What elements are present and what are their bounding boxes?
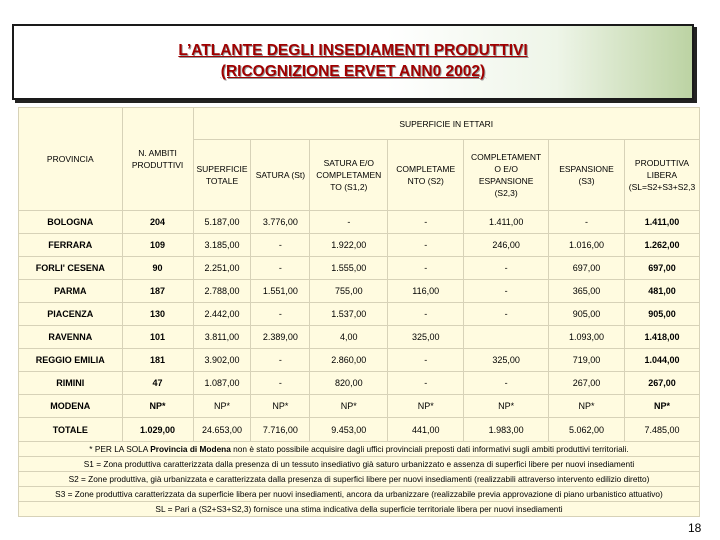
cell-total-satura: 7.716,00 xyxy=(251,418,310,442)
cell-total-totale: 24.653,00 xyxy=(193,418,251,442)
cell-satura-compl: 820,00 xyxy=(310,372,388,395)
header-satura-eo-l2: COMPLETAMEN xyxy=(316,170,382,180)
note-modena-prefix: * PER LA SOLA xyxy=(89,444,151,454)
cell-libera: 481,00 xyxy=(624,280,699,303)
cell-ambiti: NP* xyxy=(122,395,193,418)
cell-totale: 1.087,00 xyxy=(193,372,251,395)
cell-espansione: 1.016,00 xyxy=(549,234,625,257)
header-completamento-l1: COMPLETAME xyxy=(396,164,456,174)
cell-satura: NP* xyxy=(251,395,310,418)
note-s2: S2 = Zone produttiva, già urbanizzata e caratterizzata dalla presenza di superfici libere per nuovi insediamenti (realizzabili attraverso intervento edilizio diretto) xyxy=(19,472,700,487)
table-row xyxy=(19,211,700,234)
cell-completamento: NP* xyxy=(388,395,464,418)
header-superficie-ettari: SUPERFICIE IN ETTARI xyxy=(193,108,700,140)
cell-espansione: 697,00 xyxy=(549,257,625,280)
cell-totale: 3.185,00 xyxy=(193,234,251,257)
cell-compl-esp: 1.411,00 xyxy=(464,211,549,234)
header-provincia: PROVINCIA xyxy=(19,108,123,211)
cell-totale: 3.902,00 xyxy=(193,349,251,372)
header-completamento-l2: NTO (S2) xyxy=(407,176,444,186)
cell-satura-compl: - xyxy=(310,211,388,234)
cell-espansione: 905,00 xyxy=(549,303,625,326)
note-s3: S3 = Zone produttiva caratterizzata da superficie libera per nuovi insediamenti, ancora da urbanizzare (realizzabile previa approvazione di piano urbanistico attuativo) xyxy=(19,487,700,502)
cell-total-espansione: 5.062,00 xyxy=(549,418,625,442)
header-satura-eo-l3: TO (S1,2) xyxy=(330,182,368,192)
cell-satura-compl: 2.860,00 xyxy=(310,349,388,372)
cell-satura-compl: 1.555,00 xyxy=(310,257,388,280)
cell-libera: 1.044,00 xyxy=(624,349,699,372)
header-satura-eo-l1: SATURA E/O xyxy=(323,158,374,168)
note-row-s3 xyxy=(19,487,700,502)
cell-provincia: RIMINI xyxy=(19,372,123,395)
cell-compl-esp: - xyxy=(464,257,549,280)
note-s1: S1 = Zona produttiva caratterizzata dalla presenza di un tessuto insediativo già saturo urbanizzato e assenza di superfici libere per nuovi insediamenti xyxy=(19,457,700,472)
cell-completamento: - xyxy=(388,234,464,257)
cell-satura: 1.551,00 xyxy=(251,280,310,303)
cell-completamento: - xyxy=(388,349,464,372)
cell-completamento: 116,00 xyxy=(388,280,464,303)
cell-satura-compl: 755,00 xyxy=(310,280,388,303)
table-row xyxy=(19,395,700,418)
cell-totale: 2.442,00 xyxy=(193,303,251,326)
header-row-1 xyxy=(19,108,700,140)
cell-provincia: PARMA xyxy=(19,280,123,303)
header-compl-esp xyxy=(464,140,549,211)
cell-ambiti: 130 xyxy=(122,303,193,326)
cell-satura: 3.776,00 xyxy=(251,211,310,234)
cell-total-compl-esp: 1.983,00 xyxy=(464,418,549,442)
cell-total-libera: 7.485,00 xyxy=(624,418,699,442)
cell-espansione: NP* xyxy=(549,395,625,418)
header-completamento xyxy=(388,140,464,211)
header-compl-esp-l2: O E/O xyxy=(494,164,518,174)
cell-completamento: - xyxy=(388,303,464,326)
cell-satura-compl: 1.537,00 xyxy=(310,303,388,326)
cell-ambiti: 181 xyxy=(122,349,193,372)
cell-espansione: 719,00 xyxy=(549,349,625,372)
note-row-s2 xyxy=(19,472,700,487)
cell-completamento: - xyxy=(388,372,464,395)
cell-totale: 2.251,00 xyxy=(193,257,251,280)
cell-compl-esp xyxy=(464,326,549,349)
cell-satura: - xyxy=(251,372,310,395)
total-row xyxy=(19,418,700,442)
cell-ambiti: 101 xyxy=(122,326,193,349)
cell-totale: NP* xyxy=(193,395,251,418)
cell-libera: NP* xyxy=(624,395,699,418)
cell-espansione: 1.093,00 xyxy=(549,326,625,349)
cell-completamento: - xyxy=(388,257,464,280)
cell-provincia: FERRARA xyxy=(19,234,123,257)
header-espansione-l1: ESPANSIONE xyxy=(559,164,614,174)
cell-libera: 1.418,00 xyxy=(624,326,699,349)
cell-satura: - xyxy=(251,234,310,257)
cell-provincia: BOLOGNA xyxy=(19,211,123,234)
cell-compl-esp: - xyxy=(464,280,549,303)
cell-ambiti: 47 xyxy=(122,372,193,395)
cell-compl-esp: - xyxy=(464,303,549,326)
cell-provincia: RAVENNA xyxy=(19,326,123,349)
header-totale-l2: TOTALE xyxy=(205,176,239,186)
header-espansione xyxy=(549,140,625,211)
note-modena-suffix: non è stato possibile acquisire dagli uffici provinciali preposti dati informativi sugli ambiti produttivi territoriali. xyxy=(230,444,629,454)
cell-satura-compl: 1.922,00 xyxy=(310,234,388,257)
cell-ambiti: 204 xyxy=(122,211,193,234)
table-row xyxy=(19,280,700,303)
title-box xyxy=(12,24,694,100)
table-row xyxy=(19,349,700,372)
table-row xyxy=(19,234,700,257)
cell-totale: 5.187,00 xyxy=(193,211,251,234)
cell-libera: 905,00 xyxy=(624,303,699,326)
cell-compl-esp: 246,00 xyxy=(464,234,549,257)
header-compl-esp-l3: ESPANSIONE xyxy=(478,176,534,186)
cell-completamento: 325,00 xyxy=(388,326,464,349)
note-row-sl xyxy=(19,502,700,517)
header-totale-l1: SUPERFICIE xyxy=(196,164,248,174)
header-compl-esp-l4: (S2,3) xyxy=(494,188,518,198)
cell-libera: 267,00 xyxy=(624,372,699,395)
cell-satura: - xyxy=(251,349,310,372)
header-satura-eo xyxy=(310,140,388,211)
cell-ambiti: 109 xyxy=(122,234,193,257)
cell-total-provincia: TOTALE xyxy=(19,418,123,442)
cell-espansione: - xyxy=(549,211,625,234)
cell-compl-esp: - xyxy=(464,372,549,395)
header-satura: SATURA (St) xyxy=(251,140,310,211)
cell-total-satura-compl: 9.453,00 xyxy=(310,418,388,442)
cell-provincia: MODENA xyxy=(19,395,123,418)
title-line-2: (RICOGNIZIONE ERVET ANN0 2002) xyxy=(220,63,486,80)
cell-total-ambiti: 1.029,00 xyxy=(122,418,193,442)
header-libera-l1: PRODUTTIVA xyxy=(634,158,690,168)
table-row xyxy=(19,326,700,349)
settlements-table xyxy=(18,107,700,517)
cell-espansione: 365,00 xyxy=(549,280,625,303)
cell-ambiti: 90 xyxy=(122,257,193,280)
header-libera-l3: (SL=S2+S3+S2,3 xyxy=(628,182,696,192)
note-modena xyxy=(19,442,700,457)
page-number: 18 xyxy=(688,521,702,535)
note-sl: SL = Pari a (S2+S3+S2,3) fornisce una stima indicativa della superficie territoriale libera per nuovi insediamenti xyxy=(19,502,700,517)
cell-libera: 1.411,00 xyxy=(624,211,699,234)
cell-provincia: FORLI' CESENA xyxy=(19,257,123,280)
header-libera xyxy=(624,140,699,211)
cell-satura: - xyxy=(251,303,310,326)
cell-compl-esp: 325,00 xyxy=(464,349,549,372)
header-ambiti xyxy=(122,108,193,211)
cell-provincia: REGGIO EMILIA xyxy=(19,349,123,372)
cell-espansione: 267,00 xyxy=(549,372,625,395)
cell-completamento: - xyxy=(388,211,464,234)
header-ambiti-l2: PRODUTTIVI xyxy=(131,160,184,170)
header-ambiti-l1: N. AMBITI xyxy=(138,148,177,158)
cell-ambiti: 187 xyxy=(122,280,193,303)
cell-satura: - xyxy=(251,257,310,280)
cell-satura-compl: 4,00 xyxy=(310,326,388,349)
cell-total-completamento: 441,00 xyxy=(388,418,464,442)
header-espansione-l2: (S3) xyxy=(578,176,595,186)
cell-totale: 3.811,00 xyxy=(193,326,251,349)
cell-libera: 697,00 xyxy=(624,257,699,280)
cell-totale: 2.788,00 xyxy=(193,280,251,303)
cell-libera: 1.262,00 xyxy=(624,234,699,257)
table-row xyxy=(19,372,700,395)
table-row xyxy=(19,303,700,326)
cell-compl-esp: NP* xyxy=(464,395,549,418)
cell-satura: 2.389,00 xyxy=(251,326,310,349)
cell-provincia: PIACENZA xyxy=(19,303,123,326)
table-row xyxy=(19,257,700,280)
header-totale xyxy=(193,140,251,211)
header-libera-l2: LIBERA xyxy=(646,170,678,180)
cell-satura-compl: NP* xyxy=(310,395,388,418)
note-row-modena xyxy=(19,442,700,457)
title-line-1: L’ATLANTE DEGLI INSEDIAMENTI PRODUTTIVI xyxy=(178,42,528,59)
note-row-s1 xyxy=(19,457,700,472)
note-modena-bold: Provincia di Modena xyxy=(150,444,231,454)
header-compl-esp-l1: COMPLETAMENT xyxy=(471,152,542,162)
